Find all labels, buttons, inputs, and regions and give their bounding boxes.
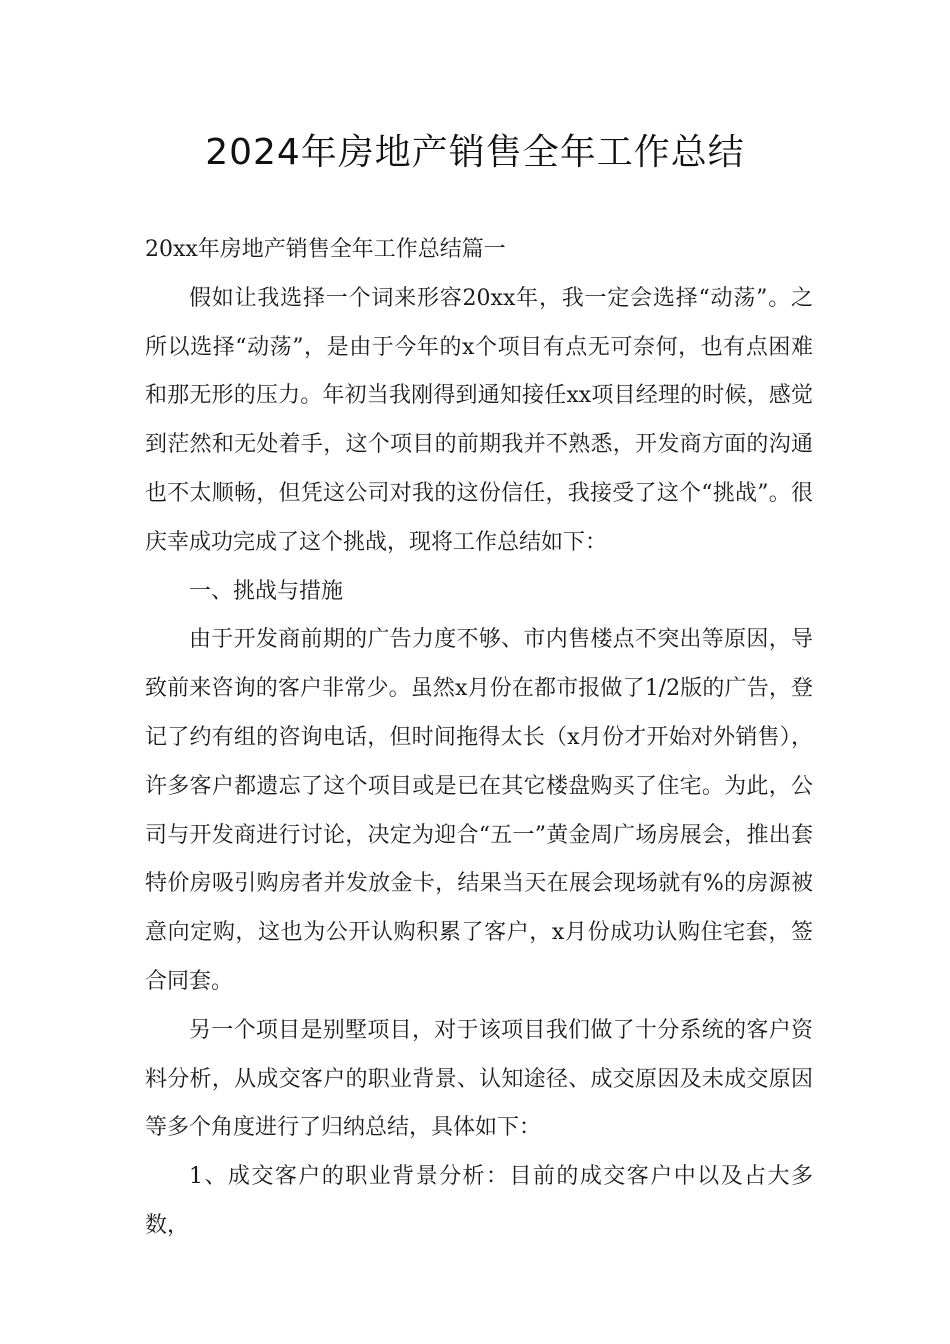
paragraph-challenges: 由于开发商前期的广告力度不够、市内售楼点不突出等原因，导致前来咨询的客户非常少。虽然x月份在都市报做了1/2版的广告，登记了约有组的咨询电话，但时间拖得太长（x月份才开始对外销售），许多客户都遗忘了这个项目或是已在其它楼盘购买了住宅。为此，公司与开发商进行讨论，决定为迎合“五一”黄金周广场房展会，推出套特价房吸引购房者并发放金卡，结果当天在展会现场就有%的房源被意向定购，这也为公开认购积累了客户，x月份成功认购住宅套，签合同套。 — [145, 627, 813, 994]
paragraph-villa-project: 另一个项目是别墅项目，对于该项目我们做了十分系统的客户资料分析，从成交客户的职业背景、认知途径、成交原因及未成交原因等多个角度进行了归纳总结，具体如下： — [145, 1017, 813, 1141]
paragraph-intro: 假如让我选择一个词来形容20xx年，我一定会选择“动荡”。之所以选择“动荡”，是由于今年的x个项目有点无可奈何，也有点困难和那无形的压力。年初当我刚得到通知接任xx项目经理的时候，感觉到茫然和无处着手，这个项目的前期我并不熟悉，开发商方面的沟通也不太顺畅，但凭这公司对我的这份信任，我接受了这个“挑战”。很庆幸成功完成了这个挑战，现将工作总结如下： — [145, 285, 813, 555]
heading-challenges-measures: 一、挑战与措施 — [189, 578, 344, 604]
paragraph-occupation-analysis: 1、成交客户的职业背景分析：目前的成交客户中以及占大多数， — [145, 1164, 813, 1238]
section-heading: 20xx年房地产销售全年工作总结篇一 — [145, 237, 506, 262]
document-body — [145, 226, 813, 1251]
document-title: 2024年房地产销售全年工作总结 — [205, 132, 745, 173]
